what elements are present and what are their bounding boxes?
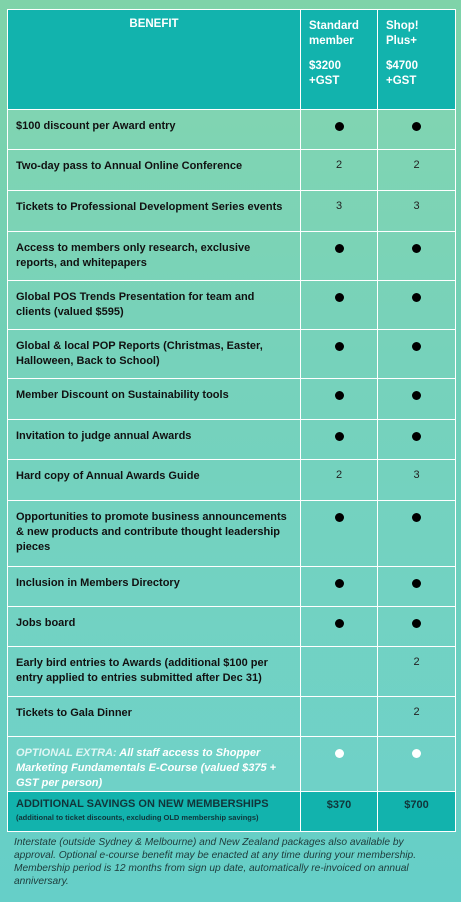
shop-plus-value	[378, 281, 456, 330]
table-row	[8, 567, 456, 607]
table-row	[8, 420, 456, 460]
table-header-row	[8, 10, 456, 110]
standard-member-value	[301, 379, 378, 420]
membership-benefits-table-container	[7, 9, 455, 832]
additional-savings-label	[8, 792, 301, 832]
included-bullet-icon	[335, 432, 344, 441]
shop-plus-value	[378, 330, 456, 379]
optional-bullet-icon	[412, 749, 421, 758]
table-row	[8, 110, 456, 150]
included-bullet-icon	[412, 293, 421, 302]
standard-member-value: 2	[301, 150, 378, 191]
standard-member-value	[301, 330, 378, 379]
standard-member-value	[301, 420, 378, 460]
shop-plus-value	[378, 737, 456, 792]
included-bullet-icon	[335, 122, 344, 131]
shop-plus-value	[378, 567, 456, 607]
standard-savings-value: $370	[301, 792, 378, 832]
shop-plus-price: $4700 +GST	[386, 60, 418, 87]
standard-member-value	[301, 567, 378, 607]
benefit-label: Early bird entries to Awards (additional $100 per entry applied to entries submitted after Dec 31)	[8, 647, 301, 697]
benefit-label: Access to members only research, exclusive reports, and whitepapers	[8, 232, 301, 281]
standard-member-price: $3200 +GST	[309, 60, 341, 87]
standard-member-value	[301, 110, 378, 150]
standard-member-value: 3	[301, 191, 378, 232]
table-row	[8, 379, 456, 420]
footnote-text: Interstate (outside Sydney & Melbourne) and New Zealand packages also available by approval. Optional e-course benefit may be enacted at any time during your membership. Membership period is 12 months from sign up date, automatically re-invoiced on annual anniversary.	[14, 837, 417, 887]
standard-member-value	[301, 737, 378, 792]
optional-extra-label	[8, 737, 301, 792]
shop-plus-value	[378, 420, 456, 460]
optional-extra-row	[8, 737, 456, 792]
standard-member-value	[301, 647, 378, 697]
table-row	[8, 150, 456, 191]
included-bullet-icon	[335, 579, 344, 588]
additional-savings-row	[8, 792, 456, 832]
included-bullet-icon	[412, 432, 421, 441]
table-row	[8, 697, 456, 737]
standard-member-value	[301, 281, 378, 330]
savings-title: ADDITIONAL SAVINGS ON NEW MEMBERSHIPS	[16, 798, 269, 810]
shop-plus-value: 2	[378, 647, 456, 697]
benefit-label: Global POS Trends Presentation for team and clients (valued $595)	[8, 281, 301, 330]
benefit-label: Global & local POP Reports (Christmas, Easter, Halloween, Back to School)	[8, 330, 301, 379]
standard-member-column-header	[301, 10, 378, 110]
shop-plus-value: 3	[378, 191, 456, 232]
benefit-label: Invitation to judge annual Awards	[8, 420, 301, 460]
standard-member-value	[301, 697, 378, 737]
shop-plus-name: Shop! Plus+	[386, 20, 419, 47]
benefit-label: Hard copy of Annual Awards Guide	[8, 460, 301, 501]
table-row	[8, 281, 456, 330]
shop-plus-value	[378, 379, 456, 420]
savings-subtitle: (additional to ticket discounts, excluding OLD membership savings)	[16, 813, 259, 822]
included-bullet-icon	[335, 293, 344, 302]
benefit-label: Two-day pass to Annual Online Conference	[8, 150, 301, 191]
shop-plus-value: 2	[378, 697, 456, 737]
shop-plus-value	[378, 110, 456, 150]
table-row	[8, 647, 456, 697]
benefit-label: Jobs board	[8, 607, 301, 647]
included-bullet-icon	[412, 513, 421, 522]
included-bullet-icon	[335, 619, 344, 628]
optional-extra-prefix: OPTIONAL EXTRA:	[16, 747, 117, 759]
benefit-label: Inclusion in Members Directory	[8, 567, 301, 607]
standard-member-value	[301, 501, 378, 567]
shop-plus-value: 3	[378, 460, 456, 501]
shop-plus-value	[378, 232, 456, 281]
included-bullet-icon	[412, 579, 421, 588]
included-bullet-icon	[335, 391, 344, 400]
benefit-rows	[8, 110, 456, 832]
standard-member-value	[301, 607, 378, 647]
included-bullet-icon	[412, 391, 421, 400]
included-bullet-icon	[412, 122, 421, 131]
table-row	[8, 191, 456, 232]
standard-member-value: 2	[301, 460, 378, 501]
benefit-column-header: BENEFIT	[8, 10, 301, 110]
optional-extra-text: All staff access to Shopper Marketing Fundamentals E-Course (valued $375 + GST per person)	[16, 747, 277, 789]
optional-bullet-icon	[335, 749, 344, 758]
shop-plus-value	[378, 501, 456, 567]
shop-plus-column-header	[378, 10, 456, 110]
benefit-label: Tickets to Gala Dinner	[8, 697, 301, 737]
benefit-label: Member Discount on Sustainability tools	[8, 379, 301, 420]
standard-member-value	[301, 232, 378, 281]
benefit-label: Opportunities to promote business announcements & new products and contribute thought leadership pieces	[8, 501, 301, 567]
benefit-label: Tickets to Professional Development Series events	[8, 191, 301, 232]
included-bullet-icon	[412, 619, 421, 628]
included-bullet-icon	[335, 244, 344, 253]
table-row	[8, 232, 456, 281]
included-bullet-icon	[335, 342, 344, 351]
standard-member-name: Standard member	[309, 20, 359, 47]
shop-plus-savings-value: $700	[378, 792, 456, 832]
included-bullet-icon	[335, 513, 344, 522]
table-row	[8, 607, 456, 647]
table-row	[8, 460, 456, 501]
shop-plus-value	[378, 607, 456, 647]
shop-plus-value: 2	[378, 150, 456, 191]
benefit-label: $100 discount per Award entry	[8, 110, 301, 150]
membership-benefits-table	[7, 9, 456, 832]
table-row	[8, 330, 456, 379]
included-bullet-icon	[412, 244, 421, 253]
table-row	[8, 501, 456, 567]
included-bullet-icon	[412, 342, 421, 351]
